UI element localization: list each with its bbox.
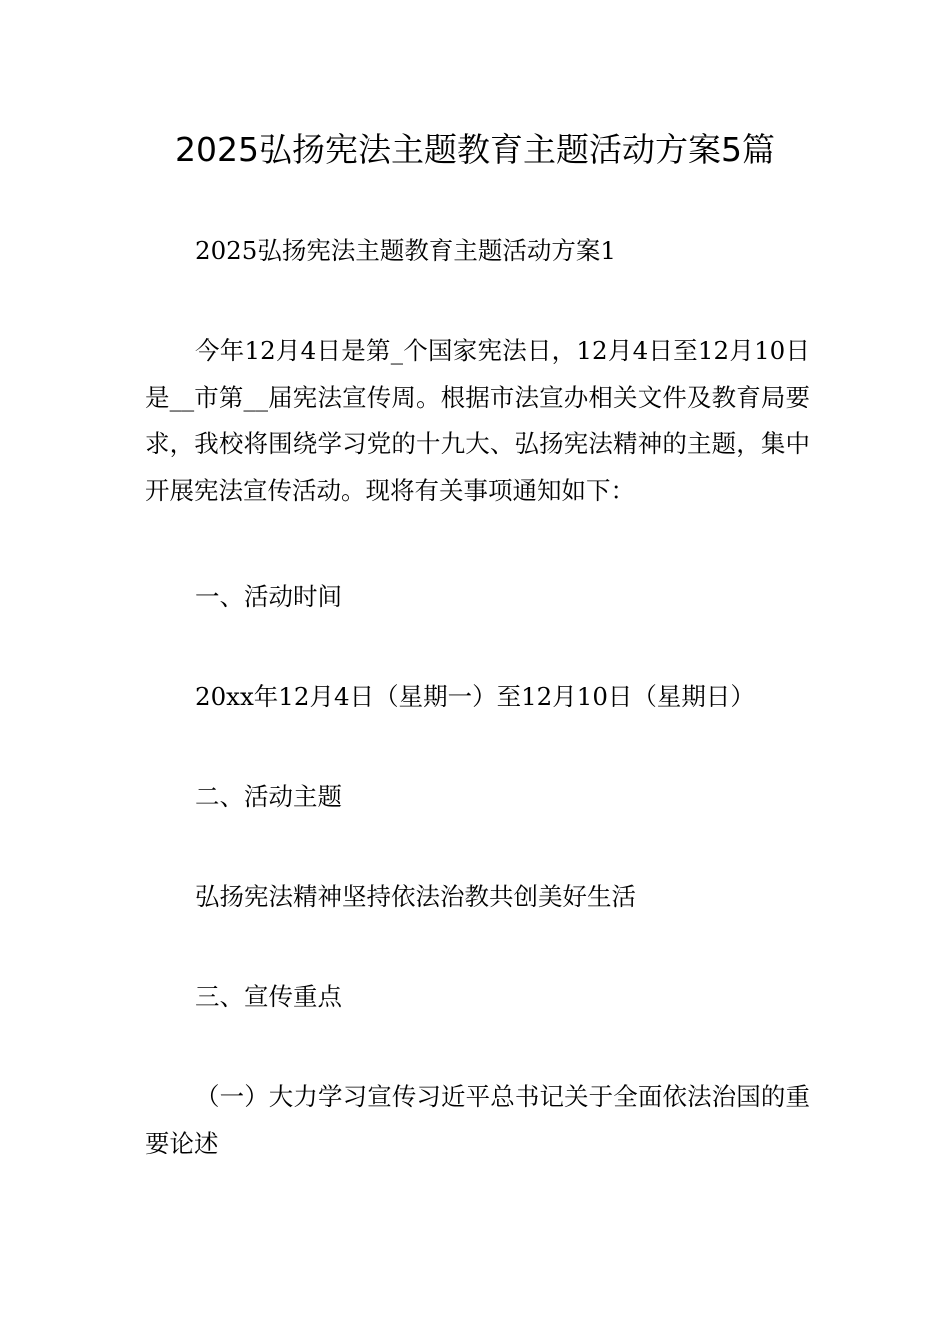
document-subtitle: 2025弘扬宪法主题教育主题活动方案1 <box>195 236 616 265</box>
theme-paragraph: 弘扬宪法精神坚持依法治教共创美好生活 <box>195 882 636 911</box>
section-heading-activity-theme: 二、活动主题 <box>195 782 342 811</box>
intro-paragraph: 今年12月4日是第_个国家宪法日，12月4日至12月10日是__市第__届宪法宣传周。根据市法宣办相关文件及教育局要求，我校将围绕学习党的十九大、弘扬宪法精神的主题，集中开展宪法宣传活动。现将有关事项通知如下： <box>145 336 810 505</box>
section-heading-activity-time: 一、活动时间 <box>195 582 342 611</box>
document-title: 2025弘扬宪法主题教育主题活动方案5篇 <box>175 130 775 169</box>
activity-dates-paragraph: 20xx年12月4日（星期一）至12月10日（星期日） <box>195 682 755 711</box>
focus-item-paragraph: （一）大力学习宣传习近平总书记关于全面依法治国的重要论述 <box>145 1082 810 1158</box>
section-heading-publicity-focus: 三、宣传重点 <box>195 982 342 1011</box>
